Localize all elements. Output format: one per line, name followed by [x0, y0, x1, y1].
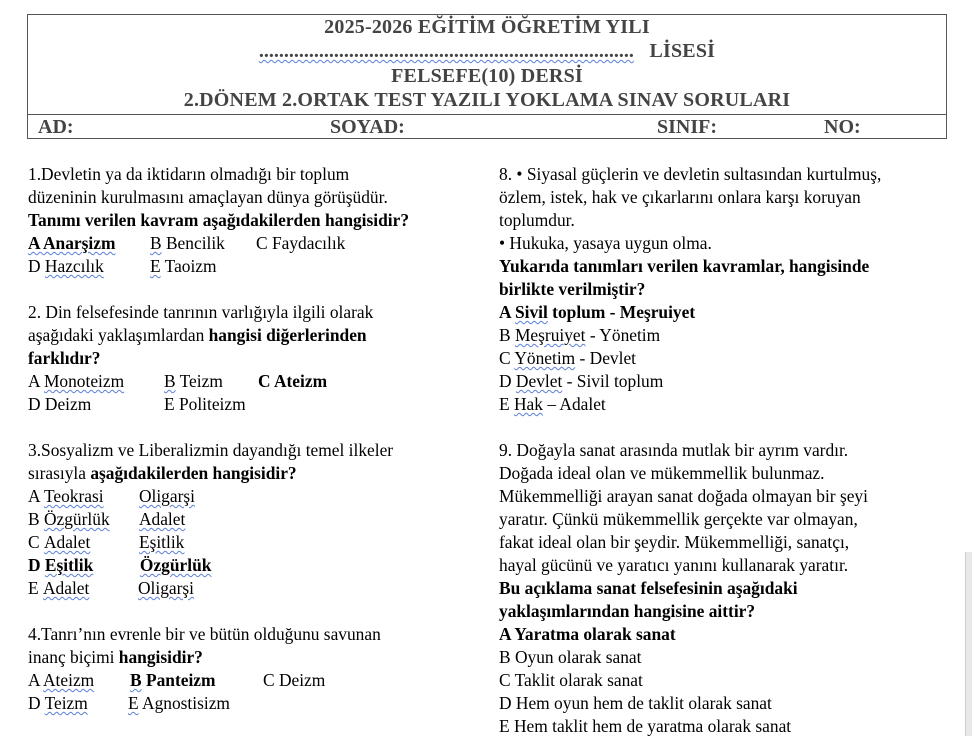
q3-text-1: 3.Sosyalizm ve Liberalizmin dayandığı temel ilkeler [28, 440, 394, 460]
q4-options-row-1 [28, 669, 488, 692]
q2-option-a[interactable]: A Monoteizm [28, 371, 125, 391]
q2-option-b[interactable]: B Teizm [164, 371, 223, 391]
q3-option-d[interactable]: D Eşitlik Özgürlük [28, 555, 212, 575]
left-column [28, 163, 488, 715]
right-column [499, 163, 959, 738]
q1-prompt: Tanımı verilen kavram aşağıdakilerden hangisidir? [28, 210, 410, 230]
q9-text-4: yaratır. Çünkü mükemmellik gerçekte var olmayan, [499, 509, 858, 529]
q4-option-b[interactable]: B Panteizm [130, 670, 216, 690]
school-label: LİSESİ [649, 40, 716, 62]
q8-option-b[interactable]: B Meşruiyet - Yönetim [499, 325, 661, 345]
q8-text-2: özlem, istek, hak ve çıkarlarını onlara karşı koruyan [499, 187, 861, 207]
q8-option-e[interactable]: E Hak – Adalet [499, 394, 606, 414]
q9-option-a[interactable]: A Yaratma olarak sanat [499, 624, 676, 644]
q8-text-3: toplumdur. [499, 210, 575, 230]
q4-option-c[interactable]: C Deizm [263, 670, 326, 690]
q9-text-1: 9. Doğayla sanat arasında mutlak bir ayrım vardır. [499, 440, 849, 460]
class-field[interactable]: SINIF: [657, 116, 718, 138]
q3-option-b[interactable]: B Özgürlük Adalet [28, 509, 186, 529]
school-line [28, 40, 946, 63]
q1-option-b[interactable]: B Bencilik [150, 233, 225, 253]
q9-option-e[interactable]: E Hem taklit hem de yaratma olarak sanat [499, 716, 792, 736]
q2-options-row-2 [28, 393, 488, 416]
q8-prompt-2: birlikte verilmiştir? [499, 279, 646, 299]
q9-option-c[interactable]: C Taklit olarak sanat [499, 670, 643, 690]
student-info-row [28, 114, 946, 140]
q8-prompt-1: Yukarıda tanımları verilen kavramlar, hangisinde [499, 256, 870, 276]
surname-field[interactable]: SOYAD: [330, 116, 405, 138]
q4-option-e[interactable]: E Agnostisizm [128, 693, 230, 713]
q3-option-e[interactable]: E Adalet Oligarşi [28, 578, 195, 598]
q2-option-c[interactable]: C Ateizm [258, 371, 328, 391]
q2-text-2: aşağıdaki yaklaşımlardan hangisi diğerlerinden [28, 325, 367, 345]
q3-option-c[interactable]: C Adalet Eşitlik [28, 532, 185, 552]
name-field[interactable]: AD: [38, 116, 74, 138]
q4-options-row-2 [28, 692, 488, 715]
academic-year: 2025-2026 EĞİTİM ÖĞRETİM YILI [324, 16, 650, 38]
q1-option-c[interactable]: C Faydacılık [256, 233, 346, 253]
q2-prompt: farklıdır? [28, 348, 101, 368]
q8-text-4: • Hukuka, yasaya uygun olma. [499, 233, 712, 253]
school-name-blank: ........................................................................... [258, 40, 634, 62]
course-title: FELSEFE(10) DERSİ [391, 65, 583, 87]
q8-option-d[interactable]: D Devlet - Sivil toplum [499, 371, 664, 391]
q9-prompt-2: yaklaşımlarından hangisine aittir? [499, 601, 756, 621]
q3-option-a[interactable]: A Teokrasi Oligarşi [28, 486, 195, 506]
q9-text-6: hayal gücünü ve yaratıcı yanını kullanarak yaratır. [499, 555, 849, 575]
scrollbar-edge[interactable] [965, 552, 972, 736]
q2-text-1: 2. Din felsefesinde tanrının varlığıyla ilgili olarak [28, 302, 374, 322]
q1-options-row-2 [28, 255, 488, 278]
q1-options-row-1 [28, 232, 488, 255]
q4-option-d[interactable]: D Teizm [28, 693, 88, 713]
q9-option-b[interactable]: B Oyun olarak sanat [499, 647, 642, 667]
q3-text-2: sırasıyla aşağıdakilerden hangisidir? [28, 463, 297, 483]
q2-option-e[interactable]: E Politeizm [164, 394, 246, 414]
q2-options-row-1 [28, 370, 488, 393]
q9-text-5: fakat ideal olan bir şeydir. Mükemmelliği, sanatçı, [499, 532, 850, 552]
number-field[interactable]: NO: [824, 116, 861, 138]
exam-title: 2.DÖNEM 2.ORTAK TEST YAZILI YOKLAMA SINAV SORULARI [183, 89, 791, 111]
q4-option-a[interactable]: A Ateizm [28, 670, 95, 690]
q1-text-2: düzeninin kurulmasını amaçlayan dünya görüşüdür. [28, 187, 388, 207]
q8-text-1: 8. • Siyasal güçlerin ve devletin sultasından kurtulmuş, [499, 164, 882, 184]
q1-text-1: 1.Devletin ya da iktidarın olmadığı bir toplum [28, 164, 350, 184]
q4-text-1: 4.Tanrı’nın evrenle bir ve bütün olduğunu savunan [28, 624, 381, 644]
q9-prompt-1: Bu açıklama sanat felsefesinin aşağıdaki [499, 578, 798, 598]
q4-text-2: inanç biçimi hangisidir? [28, 647, 203, 667]
q1-option-a[interactable]: A Anarşizm [28, 233, 116, 253]
q1-option-d[interactable]: D Hazcılık [28, 256, 104, 276]
q2-option-d[interactable]: D Deizm [28, 394, 92, 414]
q9-option-d[interactable]: D Hem oyun hem de taklit olarak sanat [499, 693, 772, 713]
q1-option-e[interactable]: E Taoizm [150, 256, 217, 276]
q9-text-2: Doğada ideal olan ve mükemmellik bulunmaz. [499, 463, 825, 483]
q8-option-a[interactable]: A Sivil toplum - Meşruiyet [499, 302, 696, 322]
exam-header [27, 14, 947, 139]
q9-text-3: Mükemmelliği arayan sanat doğada olmayan bir şeyi [499, 486, 868, 506]
q8-option-c[interactable]: C Yönetim - Devlet [499, 348, 637, 368]
